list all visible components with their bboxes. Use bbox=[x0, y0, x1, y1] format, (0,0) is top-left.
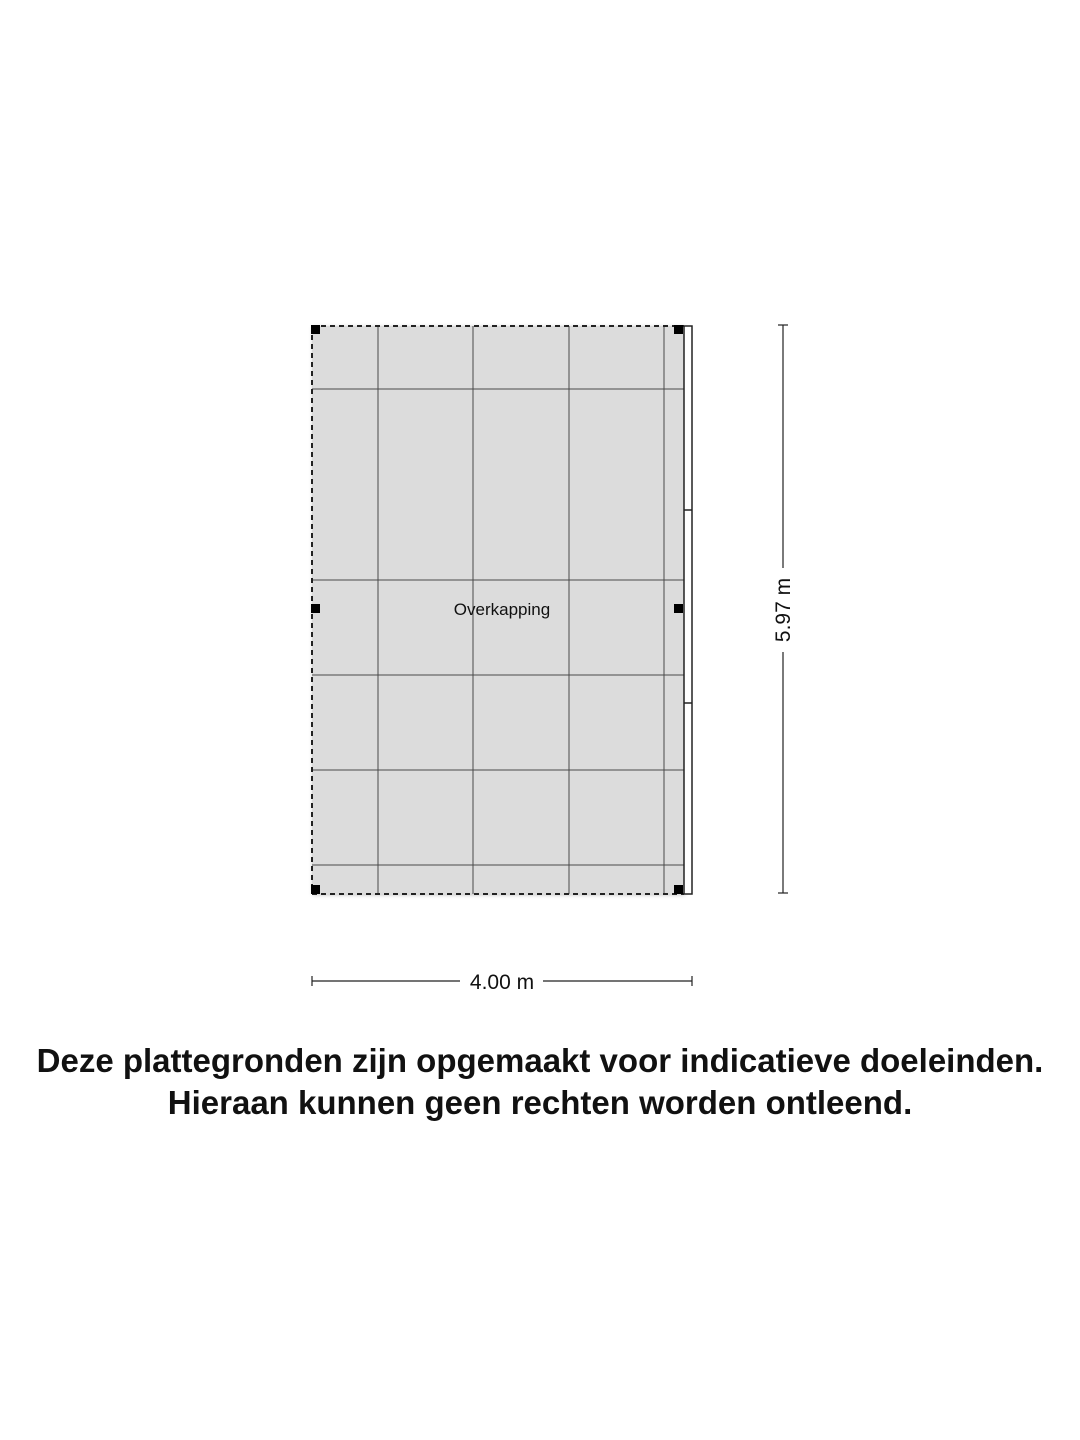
height-dimension bbox=[772, 325, 795, 893]
post-bottom-left bbox=[311, 885, 320, 894]
disclaimer-line-1: Deze plattegronden zijn opgemaakt voor indicatieve doeleinden. bbox=[36, 1042, 1044, 1079]
room-overkapping bbox=[311, 325, 692, 894]
wall-body bbox=[684, 326, 692, 894]
width-label: 4.00 m bbox=[469, 971, 535, 994]
post-mid-left bbox=[311, 604, 320, 613]
room-label: Overkapping bbox=[453, 600, 551, 619]
post-mid-right bbox=[674, 604, 683, 613]
height-label: 5.97 m bbox=[772, 577, 795, 643]
post-top-left bbox=[311, 325, 320, 334]
disclaimer-line-2: Hieraan kunnen geen rechten worden ontleend. bbox=[167, 1084, 913, 1121]
right-wall bbox=[684, 326, 692, 894]
post-bottom-right bbox=[674, 885, 683, 894]
post-top-right bbox=[674, 325, 683, 334]
width-dimension bbox=[312, 971, 692, 994]
